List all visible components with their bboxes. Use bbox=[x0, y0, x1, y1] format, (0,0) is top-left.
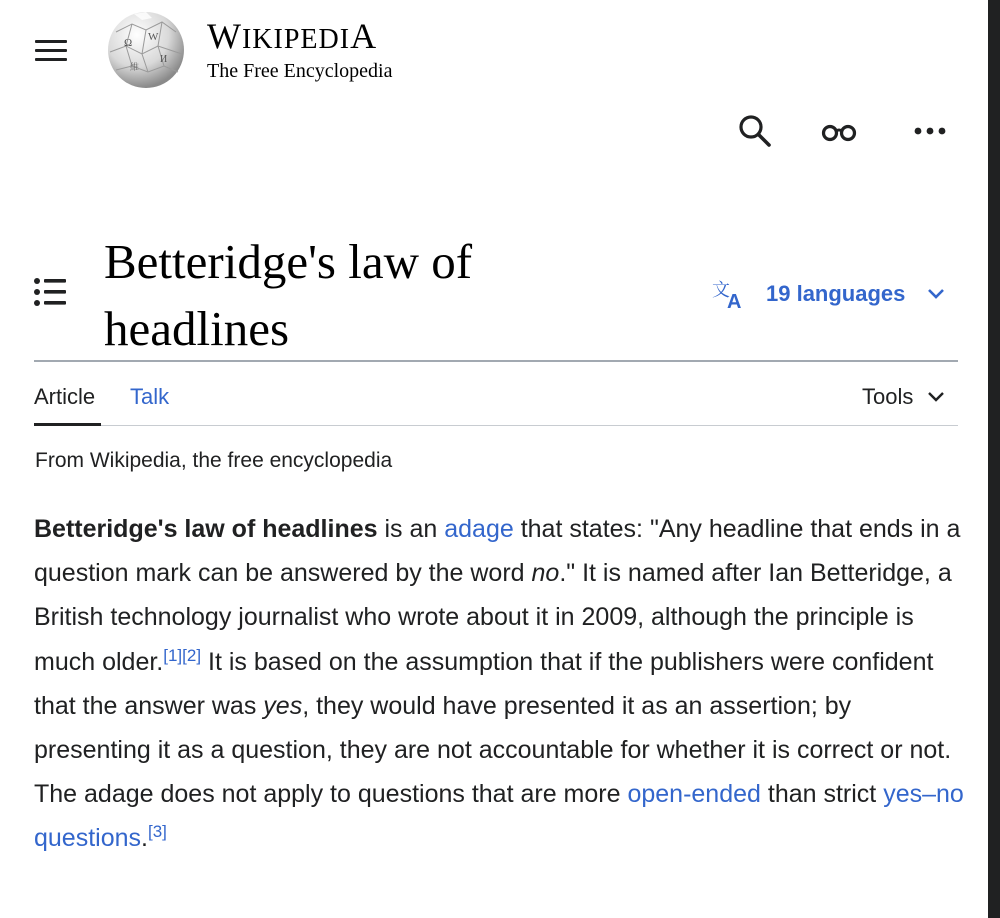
from-wikipedia-tagline: From Wikipedia, the free encyclopedia bbox=[35, 449, 393, 472]
page-title: Betteridge's law of headlines bbox=[104, 234, 473, 356]
languages-label: 19 languages bbox=[766, 281, 906, 306]
intro-paragraph: Betteridge's law of headlines is an adage that states: "Any headline that ends in a question mark can be answered by the word no." It is named after Ian Betteridge, a British technology journalist who wrote about it in 2009, although the principle is much older.[1][2] It is based on the assumption that if the publishers were confident that the answer was yes, they would have presented it as an assertion; by presenting it as a question, they are not accountable for whether it is correct or not. The adage does not apply to questions that are more open-ended than strict yes–no questions.[3] bbox=[34, 515, 964, 853]
svg-text:И: И bbox=[160, 54, 168, 65]
glasses-icon[interactable] bbox=[815, 107, 863, 155]
reference-2[interactable]: [2] bbox=[182, 645, 202, 665]
tab-article[interactable]: Article bbox=[34, 384, 96, 409]
active-tab-indicator bbox=[34, 423, 101, 426]
bold-subject: Betteridge's law of headlines bbox=[34, 515, 378, 543]
tabs-divider bbox=[34, 425, 958, 426]
tools-dropdown[interactable] bbox=[862, 383, 945, 411]
reference-1[interactable]: [1] bbox=[163, 645, 183, 665]
ellipsis-icon[interactable] bbox=[906, 107, 954, 155]
language-selector-button[interactable] bbox=[712, 276, 945, 312]
chevron-down-icon bbox=[927, 288, 945, 300]
emphasis-yes: yes bbox=[263, 691, 303, 720]
wikipedia-wordmark[interactable] bbox=[207, 17, 392, 82]
link-open-ended[interactable]: open-ended bbox=[627, 780, 761, 809]
reference-3[interactable]: [3] bbox=[147, 822, 167, 842]
link-yes-no-questions[interactable]: yes–no questions bbox=[34, 780, 964, 853]
wikipedia-globe-logo[interactable] bbox=[102, 10, 190, 90]
hamburger-menu-icon[interactable] bbox=[33, 36, 69, 66]
table-of-contents-icon[interactable] bbox=[33, 277, 71, 311]
svg-text:文: 文 bbox=[712, 280, 730, 301]
tab-talk[interactable]: Talk bbox=[130, 384, 170, 409]
emphasis-no: no bbox=[531, 559, 560, 588]
svg-text:Ω: Ω bbox=[124, 37, 133, 49]
title-divider bbox=[34, 360, 958, 362]
svg-text:維: 維 bbox=[130, 62, 140, 72]
search-icon[interactable] bbox=[731, 107, 779, 155]
chevron-down-icon bbox=[927, 391, 945, 403]
translate-icon bbox=[712, 278, 748, 310]
svg-text:W: W bbox=[148, 31, 159, 43]
tools-label: Tools bbox=[862, 384, 914, 409]
svg-text:A: A bbox=[727, 291, 742, 310]
link-adage[interactable]: adage bbox=[444, 515, 514, 543]
site-tagline: The Free Encyclopedia bbox=[207, 60, 393, 82]
site-name: WIKIPEDIA bbox=[207, 16, 378, 56]
scrollbar-edge bbox=[988, 0, 1000, 918]
